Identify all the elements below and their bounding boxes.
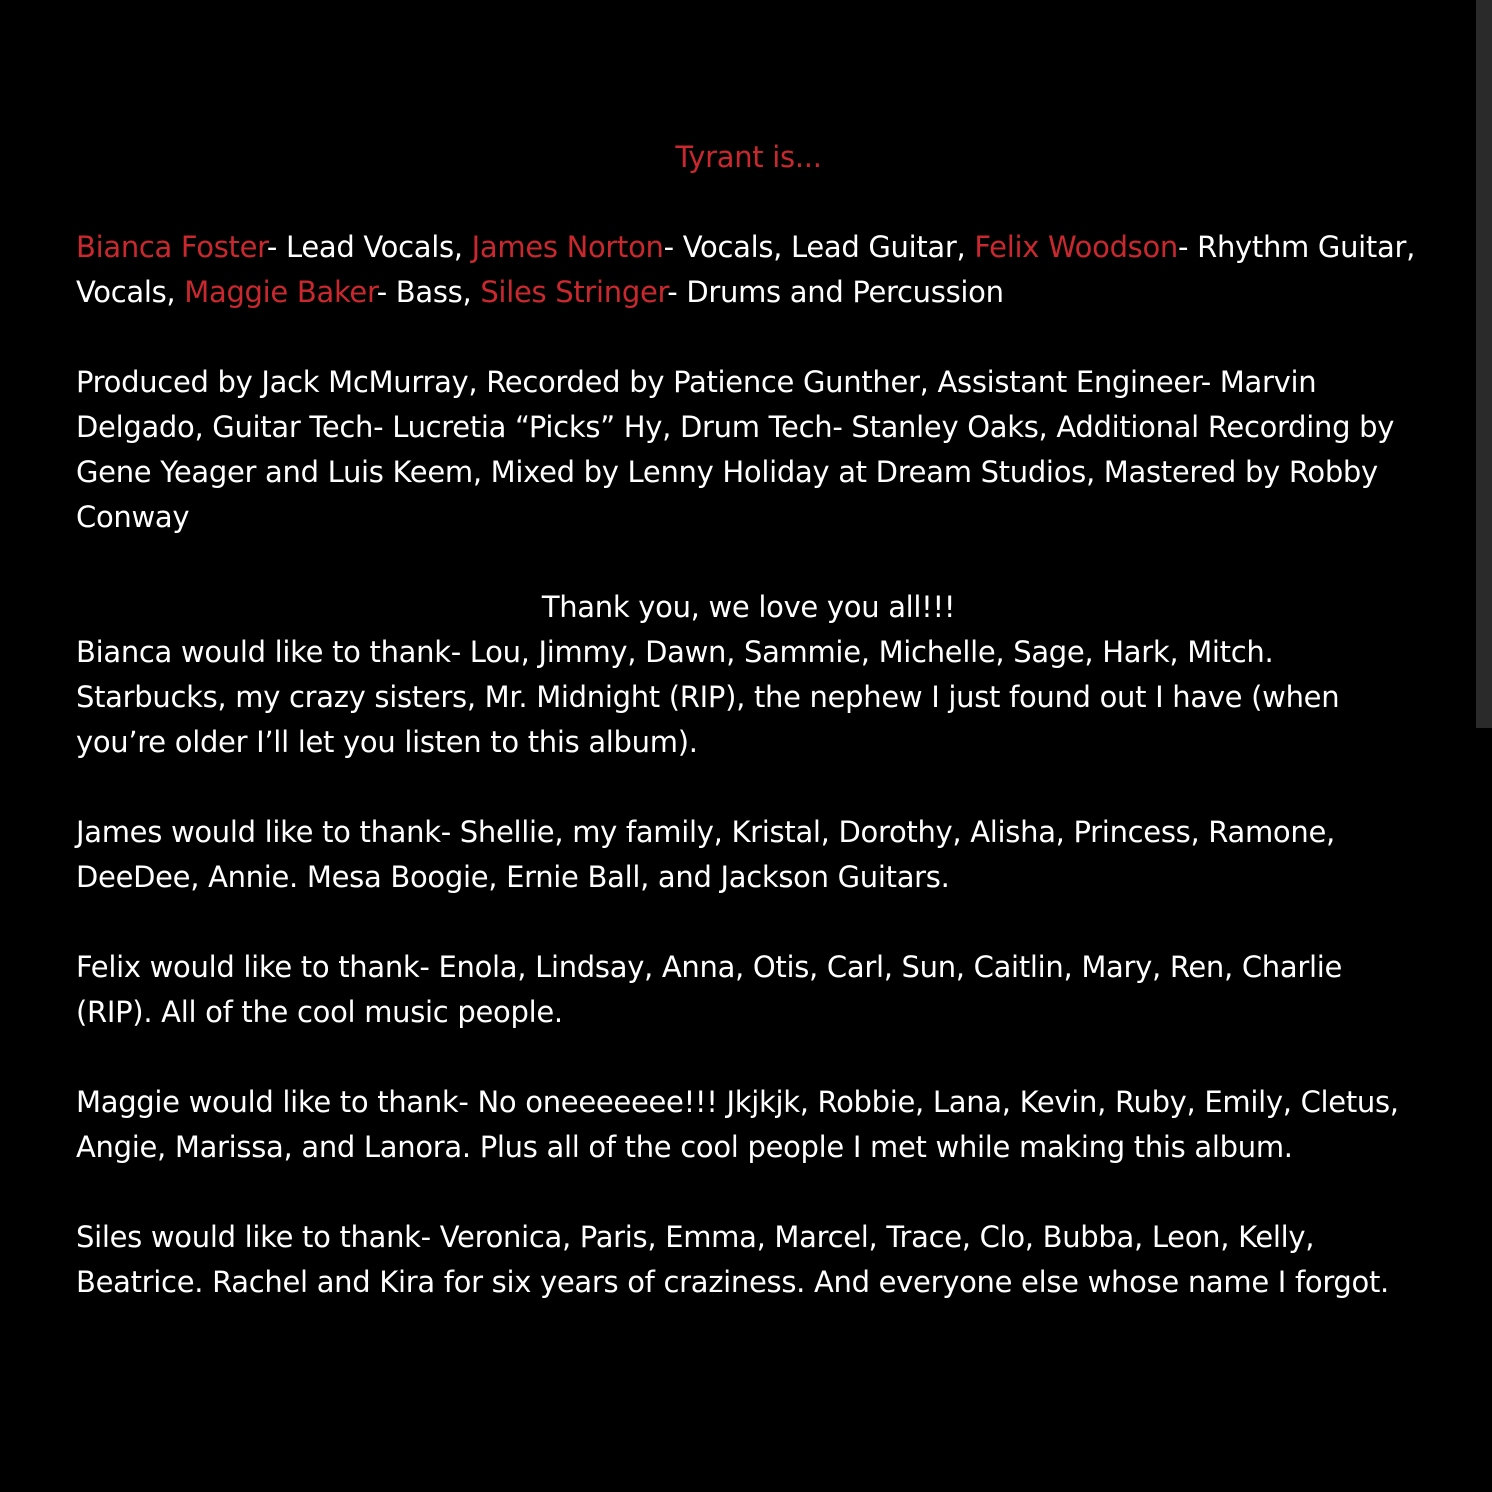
member-name-bianca: Bianca Foster — [76, 230, 267, 264]
member-role-bianca: - Lead Vocals, — [266, 230, 472, 264]
liner-notes-content — [76, 135, 1421, 1305]
member-name-siles: Siles Stringer — [480, 275, 668, 309]
member-role-maggie: - Bass, — [376, 275, 481, 309]
thanks-heading: Thank you, we love you all!!! — [541, 590, 956, 624]
page-title: Tyrant is... — [675, 140, 822, 174]
thanks-james: James would like to thank- Shellie, my family, Kristal, Dorothy, Alisha, Princess, Ramone, DeeDee, Annie. Mesa Boogie, Ernie Ball, and Jackson Guitars. — [76, 815, 1335, 894]
member-role-siles: - Drums and Percussion — [667, 275, 1004, 309]
production-credits: Produced by Jack McMurray, Recorded by Patience Gunther, Assistant Engineer- Marvin Delgado, Guitar Tech- Lucretia “Picks” Hy, Drum Tech- Stanley Oaks, Additional Recording by Gene Yeager and Luis Keem, Mixed by Lenny Holiday at Dream Studios, Mastered by Robby Conway — [76, 365, 1395, 534]
member-role-james: - Vocals, Lead Guitar, — [663, 230, 975, 264]
member-name-felix: Felix Woodson — [974, 230, 1179, 264]
thanks-maggie: Maggie would like to thank- No oneeeeeee!!! Jkjkjk, Robbie, Lana, Kevin, Ruby, Emily, Cletus, Angie, Marissa, and Lanora. Plus all of the cool people I met while making this album. — [76, 1085, 1399, 1164]
thanks-bianca: Bianca would like to thank- Lou, Jimmy, Dawn, Sammie, Michelle, Sage, Hark, Mitch. Starbucks, my crazy sisters, Mr. Midnight (RIP), the nephew I just found out I have (when you’re older I’ll let you listen to this album). — [76, 635, 1340, 759]
member-role-felix: - Rhythm Guitar, Vocals, — [76, 230, 1416, 309]
thanks-felix: Felix would like to thank- Enola, Lindsay, Anna, Otis, Carl, Sun, Caitlin, Mary, Ren, Charlie (RIP). All of the cool music people. — [76, 950, 1343, 1029]
member-name-maggie: Maggie Baker — [184, 275, 377, 309]
band-lineup — [76, 225, 1421, 315]
scrollbar[interactable] — [1476, 0, 1492, 728]
member-name-james: James Norton — [471, 230, 664, 264]
thanks-siles: Siles would like to thank- Veronica, Paris, Emma, Marcel, Trace, Clo, Bubba, Leon, Kelly, Beatrice. Rachel and Kira for six years of craziness. And everyone else whose name I forgot. — [76, 1220, 1389, 1299]
